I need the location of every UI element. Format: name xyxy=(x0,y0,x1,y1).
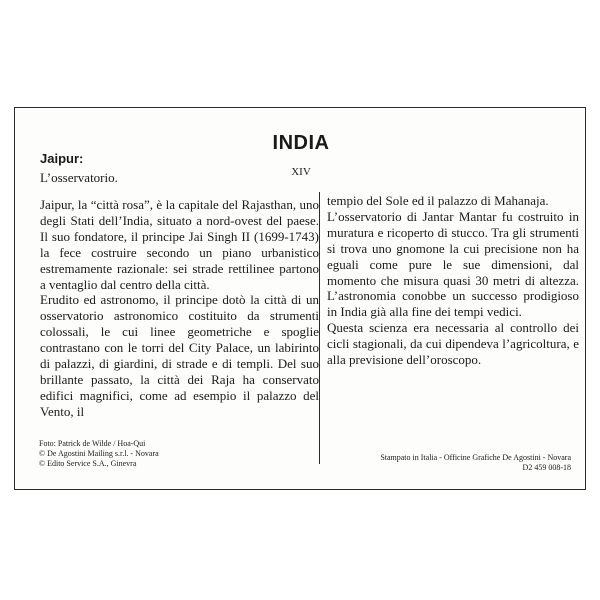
subtitle: L’osservatorio. xyxy=(40,170,118,185)
left-column xyxy=(40,197,319,420)
photo-credit: Foto: Patrick de Wilde / Hoa-Qui xyxy=(39,439,146,448)
paragraph: tempio del Sole ed il palazzo di Mahanaja. xyxy=(327,193,549,208)
copyright-line: © De Agostini Mailing s.r.l. - Novara xyxy=(39,449,159,458)
card-number: XIV xyxy=(291,166,311,178)
copyright-line: © Edito Service S.A., Ginevra xyxy=(39,459,137,468)
city-heading: Jaipur: xyxy=(40,151,84,166)
card-code: D2 459 008-18 xyxy=(522,463,571,472)
column-divider xyxy=(319,192,320,464)
postcard xyxy=(14,107,586,490)
paragraph: L’osservatorio di Jantar Mantar fu costruito in muratura e ricoperto di stucco. Tra gli strumenti si trova uno gnomone la cui precisione non ha eguali come pure le sue dimensioni, dal momento che misura quasi 30 metri di altezza. L’astronomia conobbe un successo prodigioso in India già alla fine dei tempi vedici. xyxy=(327,208,579,320)
paragraph: Questa scienza era necessaria al controllo dei cicli stagionali, da cui dipendeva l’agricoltura, e alla previsione dell’oroscopo. xyxy=(327,320,579,368)
printer-info xyxy=(380,453,571,473)
paragraph: Jaipur, la “città rosa”, è la capitale del Rajasthan, uno degli Stati dell’India, situato a nord-ovest del paese. Il suo fondatore, il principe Jai Singh II (1699-1743) la fece costruire secondo un piano urbanistico estremamente razionale: sei strade rettilinee partono a ventaglio dal centro della città. xyxy=(40,197,319,292)
right-column xyxy=(327,193,579,368)
printer-line: Stampato in Italia - Officine Grafiche De Agostini - Novara xyxy=(380,453,571,462)
paragraph: Erudito ed astronomo, il principe dotò la città di un osservatorio astronomico costituito da strumenti colossali, le cui linee geometriche e spoglie contrastano con le torri del City Palace, un labirinto di palazzi, di giardini, di strade e di templi. Del suo brillante passato, la città dei Raja ha conservato edifici magnifici, come ad esempio il palazzo del Vento, il xyxy=(40,292,319,419)
card-title: INDIA xyxy=(272,132,330,154)
credits xyxy=(39,439,159,469)
